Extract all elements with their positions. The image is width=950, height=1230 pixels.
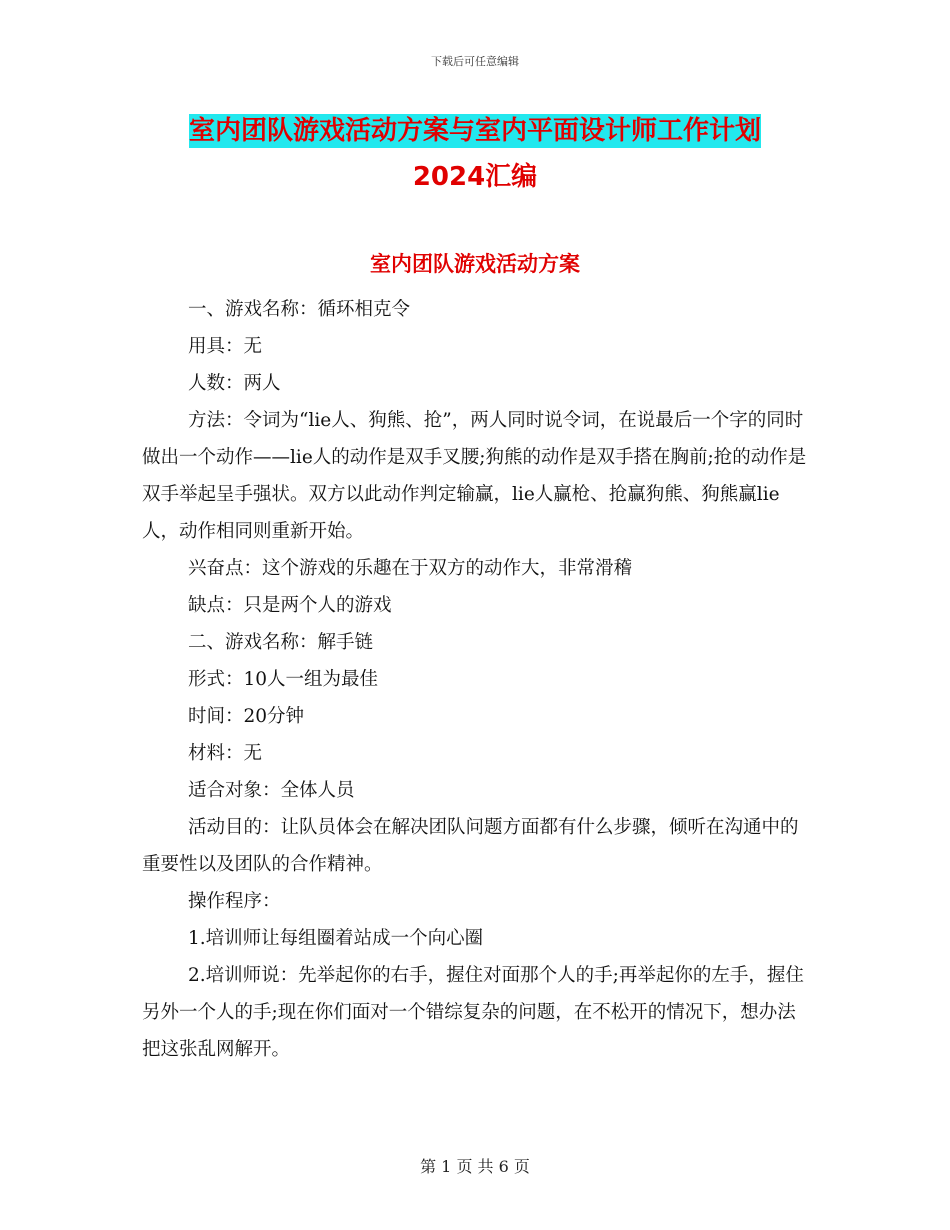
paragraph-step-2: 2.培训师说：先举起你的右手，握住对面那个人的手;再举起你的左手，握住另外一个人的手;现在你们面对一个错综复杂的问题，在不松开的情况下，想办法把这张乱网解开。	[142, 965, 804, 1060]
paragraph-tools: 用具：无	[188, 336, 263, 357]
document-title-line-1: 室内团队游戏活动方案与室内平面设计师工作计划	[188, 116, 761, 146]
paragraph-procedure-heading: 操作程序：	[188, 891, 281, 912]
header-note: 下载后可任意编辑	[431, 55, 519, 68]
paragraph-format: 形式：10人一组为最佳	[188, 669, 379, 690]
paragraph-method: 方法：令词为“lie人、狗熊、抢”，两人同时说令词，在说最后一个字的同时做出一个动作——lie人的动作是双手叉腰;狗熊的动作是双手搭在胸前;抢的动作是双手举起呈手强状。双方以此动作判定输赢，lie人赢枪、抢赢狗熊、狗熊赢lie人，动作相同则重新开始。	[142, 410, 807, 542]
page-number: 第 1 页 共 6 页	[420, 1157, 530, 1176]
paragraph-audience: 适合对象：全体人员	[188, 780, 355, 801]
paragraph-purpose: 活动目的：让队员体会在解决团队问题方面都有什么步骤，倾听在沟通中的重要性以及团队的合作精神。	[142, 817, 799, 875]
paragraph-step-1: 1.培训师让每组圈着站成一个向心圈	[188, 928, 484, 949]
paragraph-materials: 材料：无	[188, 743, 263, 764]
section-heading: 室内团队游戏活动方案	[370, 252, 580, 276]
paragraph-excitement: 兴奋点：这个游戏的乐趣在于双方的动作大，非常滑稽	[188, 558, 633, 579]
body-text	[142, 291, 812, 1068]
paragraph-time: 时间：20分钟	[188, 706, 305, 727]
document-title	[0, 108, 950, 200]
document-title-line-2: 2024汇编	[412, 162, 538, 192]
paragraph-game2-name: 二、游戏名称：解手链	[188, 632, 374, 653]
paragraph-players: 人数：两人	[188, 373, 281, 394]
paragraph-drawback: 缺点：只是两个人的游戏	[188, 595, 392, 616]
paragraph-game1-name: 一、游戏名称：循环相克令	[188, 299, 411, 320]
